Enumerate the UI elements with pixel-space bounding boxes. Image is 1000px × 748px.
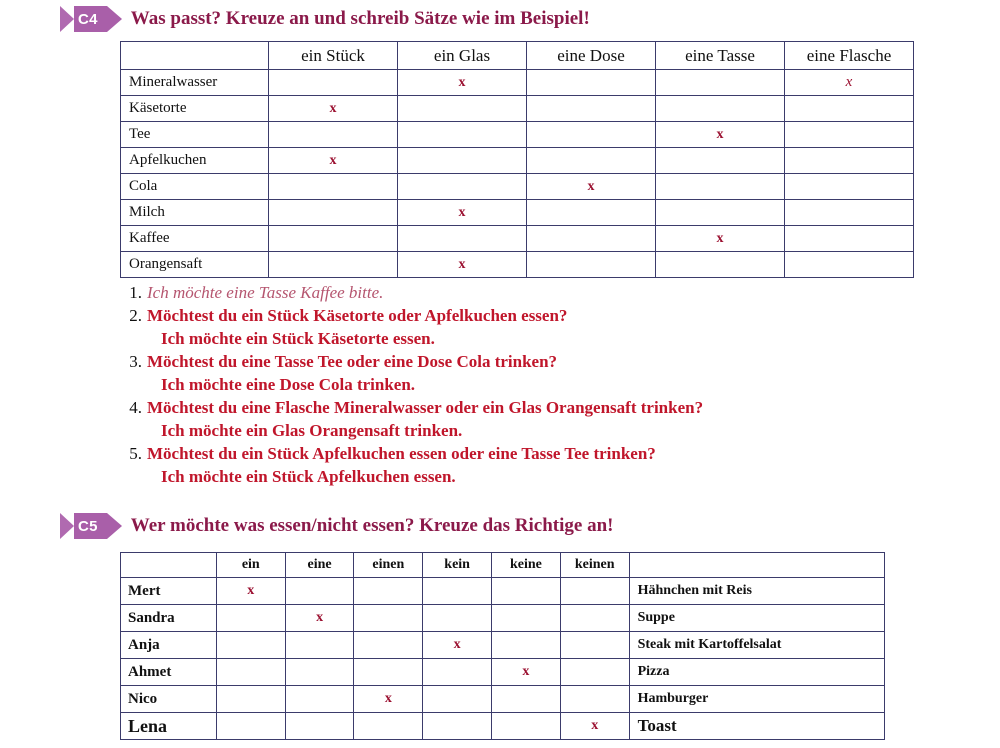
exercise-tag-label-c5: C5 — [74, 513, 107, 539]
checkbox-cell[interactable] — [656, 96, 785, 122]
checkbox-cell[interactable] — [423, 659, 492, 686]
checkbox-cell[interactable] — [354, 659, 423, 686]
checkbox-cell[interactable] — [560, 632, 629, 659]
checkbox-cell[interactable] — [785, 200, 914, 226]
checkbox-cell[interactable] — [656, 252, 785, 278]
exercise-title-c4: Was passt? Kreuze an und schreib Sätze wie im Beispiel! — [130, 8, 590, 29]
column-header-einen: einen — [354, 553, 423, 578]
table-row — [121, 252, 914, 278]
table-row — [121, 578, 885, 605]
answer-line: Ich möchte eine Dose Cola trinken. — [161, 375, 416, 394]
checkbox-cell[interactable] — [527, 200, 656, 226]
row-label: Nico — [121, 686, 217, 713]
exercise-tag-c5 — [60, 513, 122, 539]
checkbox-cell[interactable] — [398, 148, 527, 174]
column-header-blank-food — [629, 553, 884, 578]
column-header-blank — [121, 42, 269, 70]
c5-selection-table — [120, 552, 885, 740]
checkbox-cell[interactable] — [354, 632, 423, 659]
food-label: Hamburger — [629, 686, 884, 713]
row-label: Mineralwasser — [121, 70, 269, 96]
checkbox-cell[interactable]: x — [656, 122, 785, 148]
tag-left-notch — [60, 6, 74, 32]
checkbox-cell[interactable] — [527, 96, 656, 122]
checkbox-cell[interactable] — [398, 122, 527, 148]
checkbox-cell[interactable] — [492, 578, 561, 605]
row-label: Ahmet — [121, 659, 217, 686]
column-header-ein-stueck: ein Stück — [269, 42, 398, 70]
list-item — [120, 350, 920, 396]
row-label: Lena — [121, 713, 217, 740]
item-number: 1. — [129, 283, 142, 302]
checkbox-cell[interactable] — [269, 174, 398, 200]
c4-selection-table — [120, 41, 914, 278]
table-row — [121, 713, 885, 740]
checkbox-cell[interactable] — [423, 713, 492, 740]
row-label: Kaffee — [121, 226, 269, 252]
checkbox-cell[interactable] — [492, 605, 561, 632]
checkbox-cell[interactable] — [527, 122, 656, 148]
checkbox-cell[interactable] — [560, 686, 629, 713]
table-row — [121, 632, 885, 659]
checkbox-cell[interactable] — [216, 605, 285, 632]
item-number: 5. — [129, 444, 142, 463]
table-header-row — [121, 553, 885, 578]
exercise-tag-label-c4: C4 — [74, 6, 107, 32]
list-item — [120, 396, 920, 442]
checkbox-cell[interactable] — [785, 148, 914, 174]
checkbox-cell[interactable] — [269, 122, 398, 148]
checkbox-cell[interactable] — [216, 686, 285, 713]
checkbox-cell[interactable] — [527, 70, 656, 96]
answer-line: Ich möchte ein Stück Käsetorte essen. — [161, 329, 435, 348]
checkbox-cell[interactable] — [423, 686, 492, 713]
food-label: Hähnchen mit Reis — [629, 578, 884, 605]
item-number: 2. — [129, 306, 142, 325]
table-row — [121, 605, 885, 632]
column-header-eine: eine — [285, 553, 354, 578]
list-item — [120, 281, 920, 304]
tag-arrow-c4 — [107, 6, 122, 32]
answer-line: Ich möchte ein Glas Orangensaft trinken. — [161, 421, 463, 440]
checkbox-cell[interactable] — [492, 632, 561, 659]
checkbox-cell[interactable] — [423, 578, 492, 605]
checkbox-cell[interactable]: x — [398, 252, 527, 278]
table-header-row — [121, 42, 914, 70]
table-row — [121, 686, 885, 713]
checkbox-cell[interactable] — [785, 122, 914, 148]
table-row — [121, 200, 914, 226]
food-label: Pizza — [629, 659, 884, 686]
checkbox-cell[interactable] — [527, 226, 656, 252]
column-header-ein: ein — [216, 553, 285, 578]
item-number: 3. — [129, 352, 142, 371]
tag-arrow-c5 — [107, 513, 122, 539]
checkbox-cell[interactable] — [269, 200, 398, 226]
checkbox-cell[interactable]: x — [656, 226, 785, 252]
checkbox-cell[interactable] — [398, 96, 527, 122]
column-header-eine-flasche: eine Flasche — [785, 42, 914, 70]
checkbox-cell[interactable] — [285, 713, 354, 740]
row-label: Apfelkuchen — [121, 148, 269, 174]
checkbox-cell[interactable]: x — [216, 578, 285, 605]
checkbox-cell[interactable] — [560, 578, 629, 605]
food-label: Toast — [629, 713, 884, 740]
table-row — [121, 148, 914, 174]
checkbox-cell[interactable] — [527, 148, 656, 174]
checkbox-cell[interactable] — [492, 686, 561, 713]
item-lines — [147, 350, 920, 396]
row-label: Käsetorte — [121, 96, 269, 122]
item-lines — [147, 396, 920, 442]
checkbox-cell[interactable]: x — [423, 632, 492, 659]
row-label: Sandra — [121, 605, 217, 632]
checkbox-cell[interactable] — [527, 252, 656, 278]
c4-answer-list — [120, 281, 920, 488]
checkbox-cell[interactable]: x — [398, 70, 527, 96]
checkbox-cell[interactable] — [354, 605, 423, 632]
row-label: Tee — [121, 122, 269, 148]
checkbox-cell[interactable] — [785, 226, 914, 252]
checkbox-cell[interactable] — [216, 659, 285, 686]
checkbox-cell[interactable]: x — [785, 70, 914, 96]
table-row — [121, 96, 914, 122]
table-row — [121, 174, 914, 200]
checkbox-cell[interactable]: x — [527, 174, 656, 200]
row-label: Cola — [121, 174, 269, 200]
exercise-header-c5 — [60, 513, 613, 539]
checkbox-cell[interactable] — [785, 174, 914, 200]
checkbox-cell[interactable] — [785, 252, 914, 278]
checkbox-cell[interactable] — [656, 70, 785, 96]
checkbox-cell[interactable]: x — [398, 200, 527, 226]
exercise-header-c4 — [60, 6, 590, 32]
checkbox-cell[interactable] — [398, 226, 527, 252]
checkbox-cell[interactable]: x — [269, 96, 398, 122]
row-label: Anja — [121, 632, 217, 659]
checkbox-cell[interactable] — [560, 605, 629, 632]
checkbox-cell[interactable] — [269, 252, 398, 278]
checkbox-cell[interactable] — [285, 578, 354, 605]
checkbox-cell[interactable] — [269, 226, 398, 252]
checkbox-cell[interactable] — [216, 632, 285, 659]
column-header-keine: keine — [492, 553, 561, 578]
item-number: 4. — [129, 398, 142, 417]
exercise-tag-c4 — [60, 6, 122, 32]
table-row — [121, 226, 914, 252]
column-header-eine-dose: eine Dose — [527, 42, 656, 70]
checkbox-cell[interactable] — [560, 659, 629, 686]
answer-line: Ich möchte eine Tasse Kaffee bitte. — [147, 283, 384, 302]
checkbox-cell[interactable] — [492, 713, 561, 740]
column-header-kein: kein — [423, 553, 492, 578]
checkbox-cell[interactable] — [269, 70, 398, 96]
row-label: Orangensaft — [121, 252, 269, 278]
table-row — [121, 122, 914, 148]
checkbox-cell[interactable] — [285, 659, 354, 686]
list-item — [120, 304, 920, 350]
checkbox-cell[interactable] — [398, 174, 527, 200]
list-item — [120, 442, 920, 488]
item-lines — [147, 442, 920, 488]
checkbox-cell[interactable] — [656, 174, 785, 200]
checkbox-cell[interactable] — [354, 713, 423, 740]
column-header-eine-tasse: eine Tasse — [656, 42, 785, 70]
checkbox-cell[interactable] — [216, 713, 285, 740]
column-header-ein-glas: ein Glas — [398, 42, 527, 70]
item-lines — [147, 281, 920, 304]
tag-left-notch — [60, 513, 74, 539]
column-header-blank-name — [121, 553, 217, 578]
checkbox-cell[interactable] — [656, 148, 785, 174]
checkbox-cell[interactable]: x — [285, 605, 354, 632]
checkbox-cell[interactable]: x — [269, 148, 398, 174]
exercise-title-c5: Wer möchte was essen/nicht essen? Kreuze das Richtige an! — [130, 515, 614, 536]
answer-line: Möchtest du eine Tasse Tee oder eine Dose Cola trinken? — [147, 352, 558, 371]
food-label: Steak mit Kartoffelsalat — [629, 632, 884, 659]
column-header-keinen: keinen — [560, 553, 629, 578]
checkbox-cell[interactable] — [285, 632, 354, 659]
answer-line: Möchtest du ein Stück Käsetorte oder Apfelkuchen essen? — [147, 306, 568, 325]
row-label: Mert — [121, 578, 217, 605]
checkbox-cell[interactable] — [354, 578, 423, 605]
answer-line: Möchtest du eine Flasche Mineralwasser oder ein Glas Orangensaft trinken? — [147, 398, 704, 417]
row-label: Milch — [121, 200, 269, 226]
table-row — [121, 659, 885, 686]
checkbox-cell[interactable] — [656, 200, 785, 226]
table-row — [121, 70, 914, 96]
checkbox-cell[interactable]: x — [560, 713, 629, 740]
checkbox-cell[interactable] — [423, 605, 492, 632]
checkbox-cell[interactable] — [285, 686, 354, 713]
item-lines — [147, 304, 920, 350]
checkbox-cell[interactable] — [785, 96, 914, 122]
checkbox-cell[interactable]: x — [492, 659, 561, 686]
food-label: Suppe — [629, 605, 884, 632]
answer-line: Möchtest du ein Stück Apfelkuchen essen oder eine Tasse Tee trinken? — [147, 444, 656, 463]
checkbox-cell[interactable]: x — [354, 686, 423, 713]
answer-line: Ich möchte ein Stück Apfelkuchen essen. — [161, 467, 456, 486]
